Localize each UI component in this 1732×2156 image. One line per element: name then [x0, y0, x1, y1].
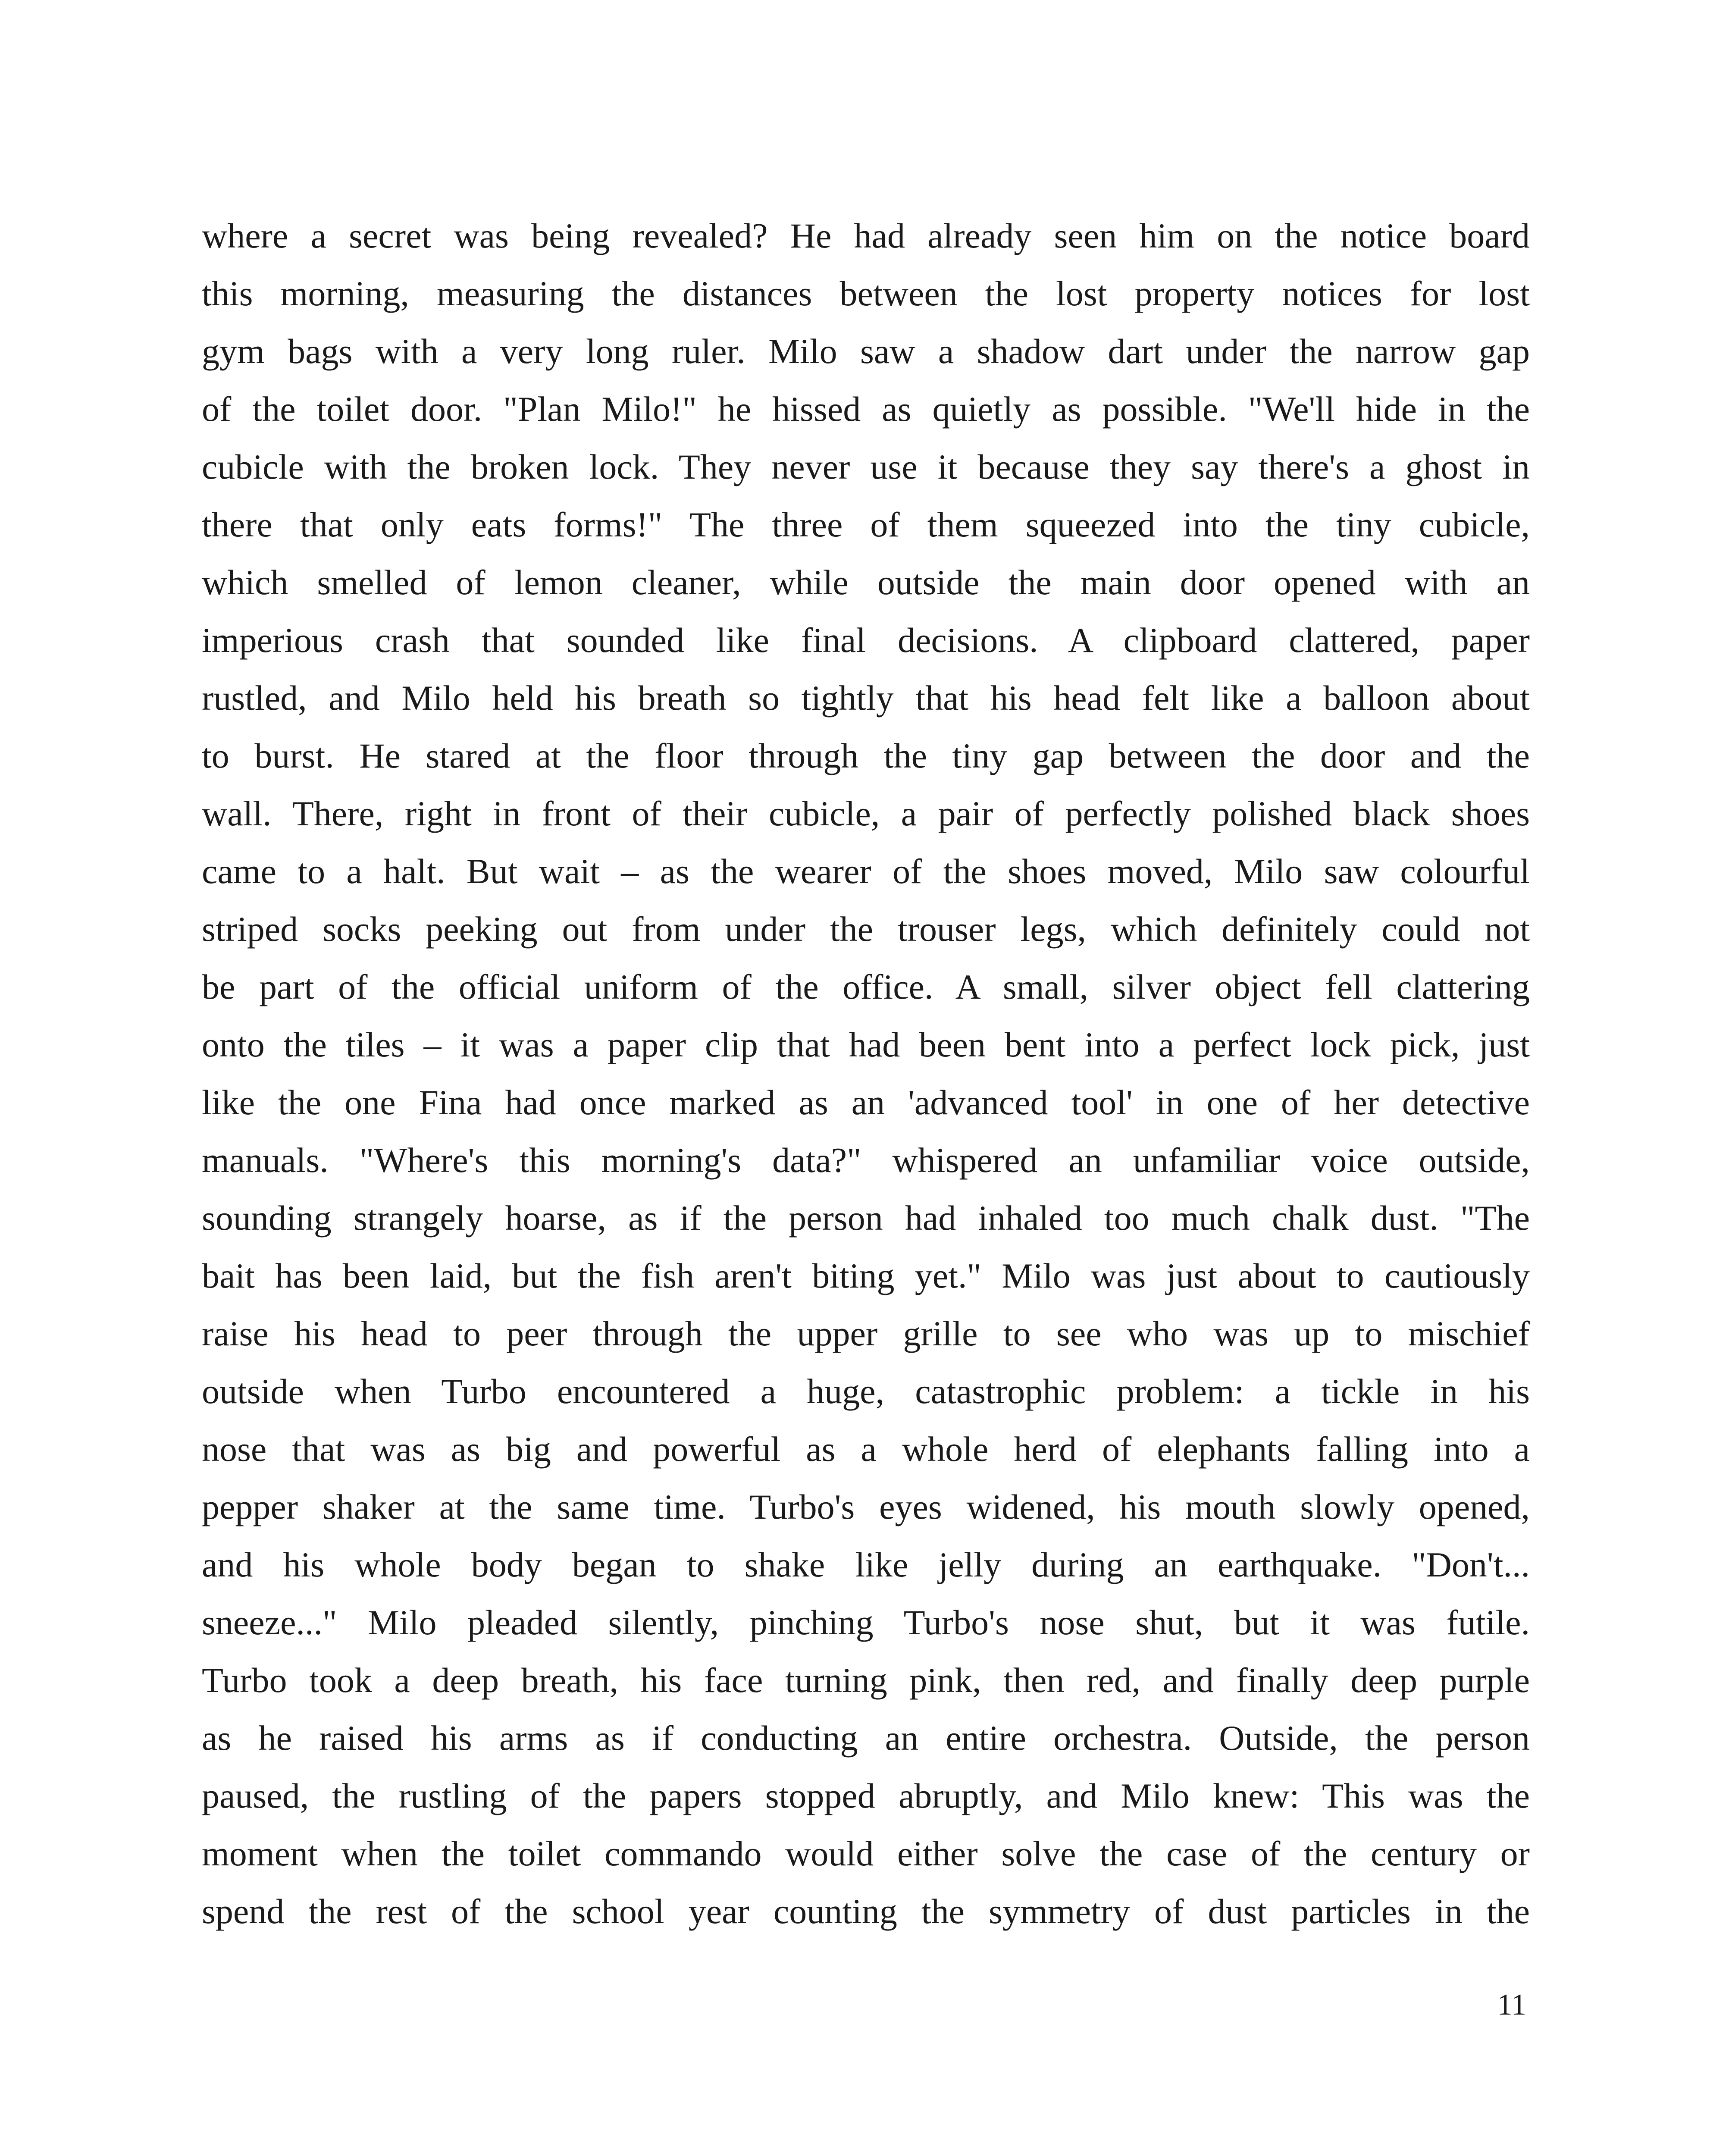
- text-line: raise his head to peer through the upper grille to see who was up to mischief: [202, 1314, 1530, 1353]
- text-line: be part of the official uniform of the office. A small, silver object fell clattering: [202, 967, 1530, 1006]
- text-line: sounding strangely hoarse, as if the person had inhaled too much chalk dust. "The: [202, 1198, 1530, 1238]
- body-text: [202, 207, 1530, 1940]
- text-line: wall. There, right in front of their cubicle, a pair of perfectly polished black shoes: [202, 794, 1530, 833]
- text-line: paused, the rustling of the papers stopped abruptly, and Milo knew: This was the: [202, 1776, 1530, 1815]
- text-line: imperious crash that sounded like final decisions. A clipboard clattered, paper: [202, 620, 1530, 660]
- text-line: this morning, measuring the distances between the lost property notices for lost: [202, 274, 1530, 313]
- text-line: striped socks peeking out from under the trouser legs, which definitely could not: [202, 909, 1530, 949]
- text-line: and his whole body began to shake like jelly during an earthquake. "Don't...: [202, 1545, 1530, 1584]
- text-line: came to a halt. But wait – as the wearer of the shoes moved, Milo saw colourful: [202, 852, 1530, 891]
- text-line: of the toilet door. "Plan Milo!" he hissed as quietly as possible. "We'll hide in the: [202, 389, 1530, 429]
- text-line: moment when the toilet commando would either solve the case of the century or: [202, 1834, 1530, 1873]
- text-line: sneeze..." Milo pleaded silently, pinching Turbo's nose shut, but it was futile.: [202, 1603, 1530, 1642]
- text-line: where a secret was being revealed? He had already seen him on the notice board: [202, 216, 1530, 255]
- text-line: like the one Fina had once marked as an 'advanced tool' in one of her detective: [202, 1083, 1530, 1122]
- text-line: gym bags with a very long ruler. Milo saw a shadow dart under the narrow gap: [202, 332, 1530, 371]
- text-line: onto the tiles – it was a paper clip that had been bent into a perfect lock pick, just: [202, 1025, 1530, 1064]
- text-line: spend the rest of the school year counting the symmetry of dust particles in the: [202, 1892, 1530, 1931]
- text-line: bait has been laid, but the fish aren't biting yet." Milo was just about to cautiously: [202, 1256, 1530, 1295]
- text-line: as he raised his arms as if conducting an entire orchestra. Outside, the person: [202, 1718, 1530, 1758]
- text-line: rustled, and Milo held his breath so tightly that his head felt like a balloon about: [202, 678, 1530, 718]
- text-line: Turbo took a deep breath, his face turning pink, then red, and finally deep purple: [202, 1661, 1530, 1700]
- text-line: nose that was as big and powerful as a whole herd of elephants falling into a: [202, 1429, 1530, 1469]
- text-line: which smelled of lemon cleaner, while outside the main door opened with an: [202, 563, 1530, 602]
- text-line: pepper shaker at the same time. Turbo's eyes widened, his mouth slowly opened,: [202, 1487, 1530, 1526]
- page-number: 11: [1497, 1988, 1526, 2021]
- text-line: manuals. "Where's this morning's data?" whispered an unfamiliar voice outside,: [202, 1141, 1530, 1180]
- text-line: there that only eats forms!" The three of them squeezed into the tiny cubicle,: [202, 505, 1530, 544]
- text-line: cubicle with the broken lock. They never use it because they say there's a ghost in: [202, 447, 1530, 486]
- text-line: outside when Turbo encountered a huge, catastrophic problem: a tickle in his: [202, 1372, 1530, 1411]
- text-line: to burst. He stared at the floor through the tiny gap between the door and the: [202, 736, 1530, 775]
